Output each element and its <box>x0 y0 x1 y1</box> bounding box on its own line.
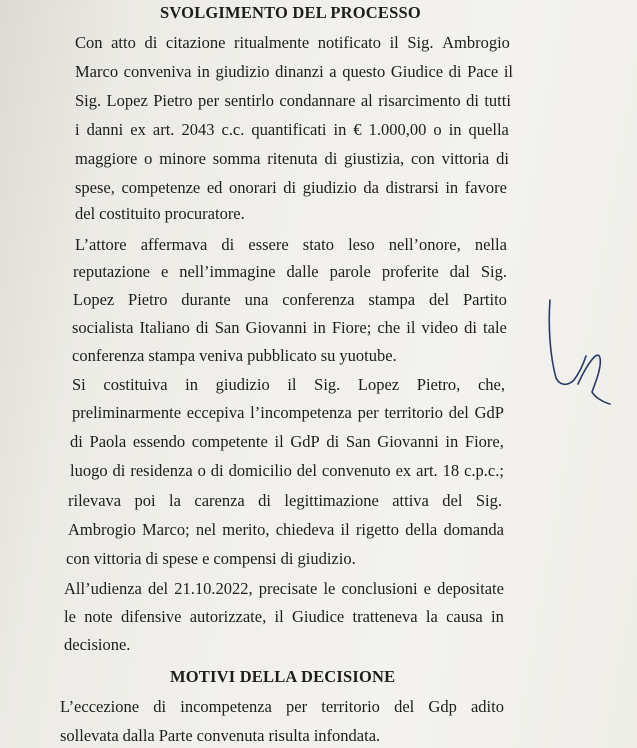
text-line: Con atto di citazione ritualmente notificato il Sig. Ambrogio <box>75 33 510 52</box>
text-line: spese, competenze ed onorari di giudizio da distrarsi in favore <box>75 178 507 197</box>
text-line: Lopez Pietro durante una conferenza stampa del Partito <box>73 290 507 309</box>
text-line: i danni ex art. 2043 c.c. quantificati in € 1.000,00 o in quella <box>75 120 509 139</box>
text-line: Sig. Lopez Pietro per sentirlo condannare al risarcimento di tutti <box>75 91 511 110</box>
text-line: Si costituiva in giudizio il Sig. Lopez Pietro, che, <box>72 375 505 394</box>
text-line: L’attore affermava di essere stato leso nell’onore, nella <box>75 235 507 254</box>
text-line: Marco conveniva in giudizio dinanzi a questo Giudice di Pace il <box>75 62 513 81</box>
section-heading-motivi: MOTIVI DELLA DECISIONE <box>170 667 396 686</box>
text-line: del costituito procuratore. <box>75 204 245 223</box>
text-line: reputazione e nell’immagine dalle parole proferite dal Sig. <box>73 262 507 281</box>
section-heading-svolgimento: SVOLGIMENTO DEL PROCESSO <box>160 3 421 22</box>
text-line: sollevata dalla Parte convenuta risulta infondata. <box>60 726 381 745</box>
text-line: di Paola essendo competente il GdP di San Giovanni in Fiore, <box>70 432 504 451</box>
text-line: All’udienza del 21.10.2022, precisate le conclusioni e depositate <box>64 579 504 598</box>
text-line: conferenza stampa veniva pubblicato su yuotube. <box>72 346 397 365</box>
text-line: luogo di residenza o di domicilio del convenuto ex art. 18 c.p.c.; <box>70 461 504 480</box>
text-line: socialista Italiano di San Giovanni in Fiore; che il video di tale <box>72 318 507 337</box>
text-line: preliminarmente eccepiva l’incompetenza per territorio del GdP <box>72 403 504 422</box>
text-line: rilevava poi la carenza di legittimazione attiva del Sig. <box>68 491 502 510</box>
text-line: maggiore o minore somma ritenuta di giustizia, con vittoria di <box>75 149 509 168</box>
text-line: le note difensive autorizzate, il Giudice tratteneva la causa in <box>64 607 504 626</box>
text-line: Ambrogio Marco; nel merito, chiedeva il rigetto della domanda <box>68 520 504 539</box>
text-line: con vittoria di spese e compensi di giudizio. <box>66 549 356 568</box>
handwritten-initial <box>540 296 620 408</box>
text-line: decisione. <box>64 635 131 654</box>
text-line: L’eccezione di incompetenza per territorio del Gdp adito <box>60 697 504 716</box>
